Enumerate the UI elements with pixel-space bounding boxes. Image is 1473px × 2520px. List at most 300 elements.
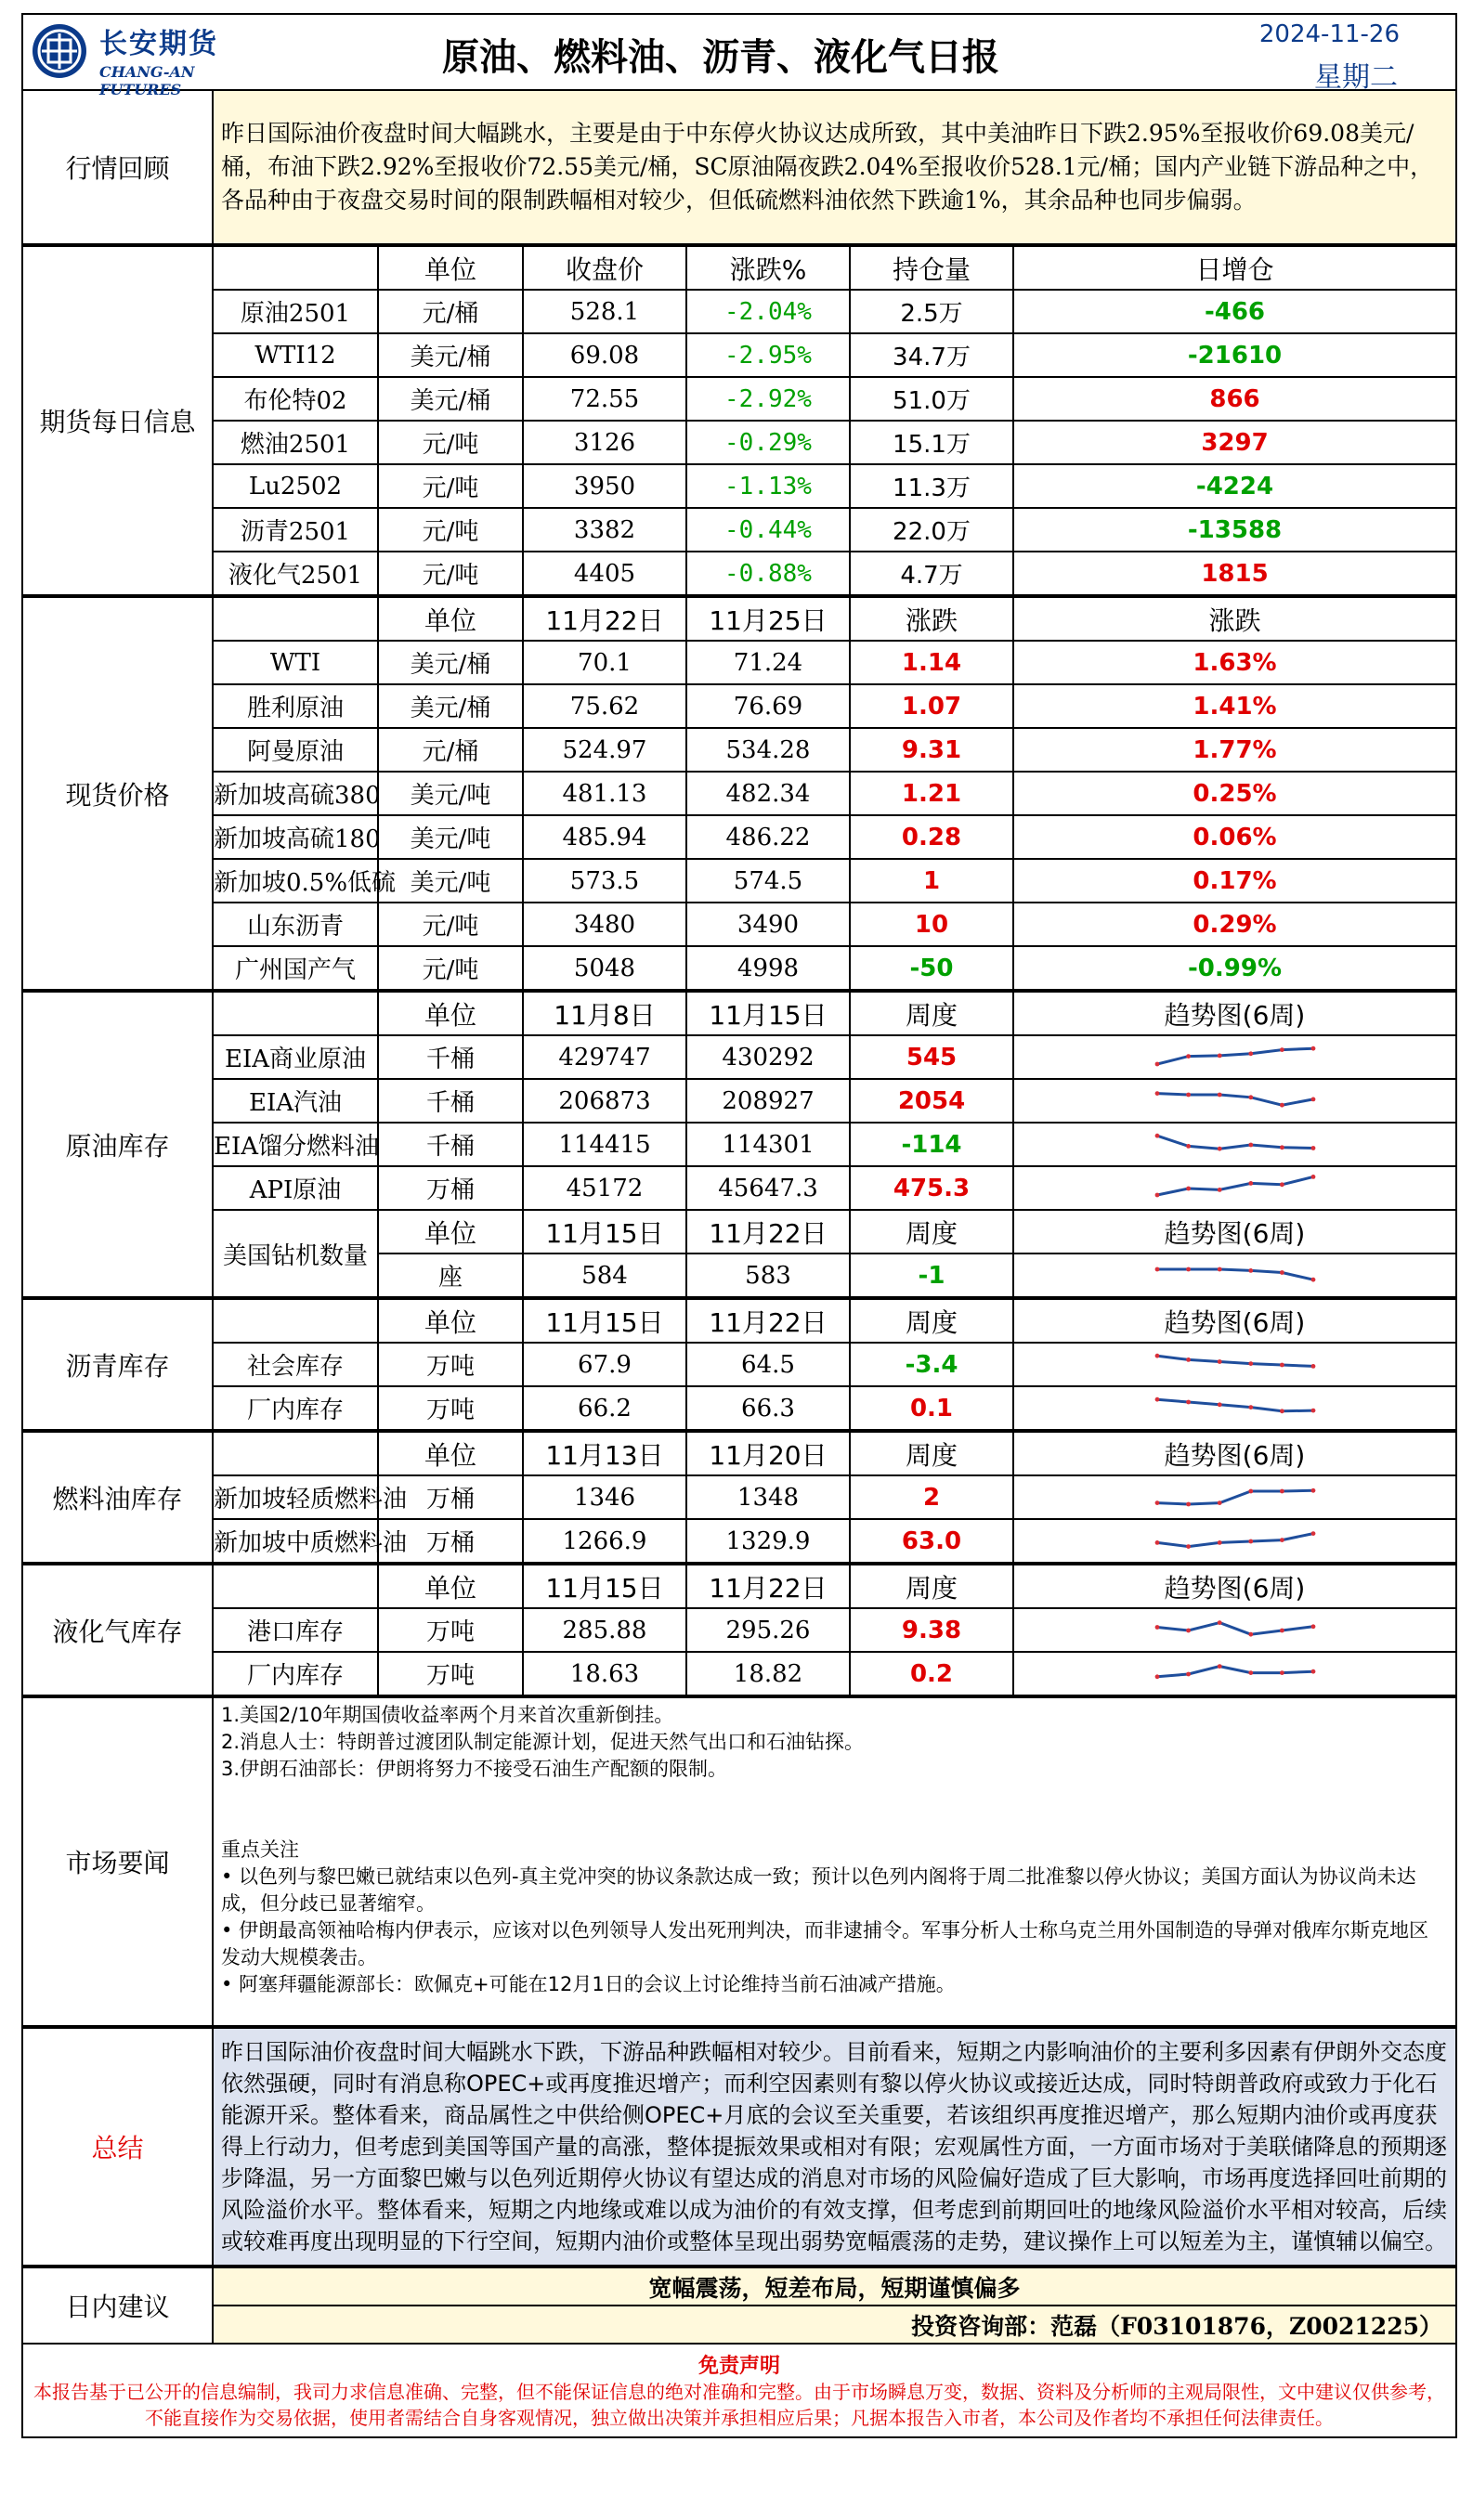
spot-name: 新加坡高硫380 [213,772,378,815]
sparkline-point [1217,1402,1221,1407]
inv-unit: 万吨 [378,1608,523,1652]
sparkline-point [1217,1540,1221,1545]
sparkline-line [1157,1269,1313,1279]
sparkline-chart [1152,1085,1319,1118]
futures-name: 布伦特02 [213,377,378,421]
rig-header: 11月22日 [686,1210,850,1254]
spot-row [22,903,1456,946]
futures-row [22,377,1456,421]
sparkline-point [1186,1628,1191,1632]
futures-header: 涨跌% [686,246,850,290]
inv-d1: 18.63 [523,1652,686,1695]
spot-pct: 0.25% [1013,772,1456,815]
sparkline-point [1248,1539,1253,1543]
sparkline-line [1157,1490,1313,1504]
inv-unit: 千桶 [378,1123,523,1166]
inv-header: 11月8日 [523,992,686,1035]
spot-change: 0.28 [850,815,1013,859]
spot-name: 新加坡高硫180 [213,815,378,859]
asphalt-inventory-table [21,1298,1457,1431]
logo-emblem-icon [31,22,88,80]
spot-d2: 534.28 [686,728,850,772]
sparkline-point [1248,1670,1253,1675]
futures-unit: 元/吨 [378,508,523,552]
inv-unit: 万桶 [378,1475,523,1519]
spot-unit: 元/吨 [378,946,523,990]
inv-name: 新加坡中质燃料油 [213,1519,378,1563]
inv-header: 周度 [850,1299,1013,1343]
sparkline-chart [1152,1614,1319,1647]
spot-row [22,859,1456,903]
sparkline-chart [1152,1041,1319,1074]
futures-add: -21610 [1013,333,1456,377]
spot-change: 1.07 [850,684,1013,728]
sparkline-point [1310,1624,1315,1629]
sparkline-point [1186,1544,1191,1549]
inv-name: 新加坡轻质燃料油 [213,1475,378,1519]
inv-d1: 1266.9 [523,1519,686,1563]
sparkline-point [1217,1500,1221,1505]
inv-change: 2054 [850,1079,1013,1123]
futures-change: -0.29% [686,421,850,464]
sparkline-line [1157,1356,1313,1366]
futures-header-blank [213,246,378,290]
lpg-inventory-table [21,1564,1457,1696]
spot-d1: 70.1 [523,641,686,684]
sparkline-point [1186,1092,1191,1097]
futures-change: -0.44% [686,508,850,552]
sparkline-point [1310,1408,1315,1412]
report-weekday: 星期二 [1314,61,1398,94]
advice-text: 宽幅震荡，短差布局，短期谨慎偏多 [213,2267,1456,2306]
inv-header: 趋势图(6周) [1013,992,1456,1035]
inv-change: -3.4 [850,1343,1013,1386]
inv-unit: 万吨 [378,1386,523,1430]
inv-unit: 万吨 [378,1652,523,1695]
spot-unit: 美元/吨 [378,859,523,903]
sparkline-point [1280,1670,1284,1675]
rig-header: 周度 [850,1210,1013,1254]
sparkline-point [1280,1145,1284,1150]
spot-pct: 0.06% [1013,815,1456,859]
spot-header: 涨跌 [1013,597,1456,641]
inv-d1: 285.88 [523,1608,686,1652]
spot-unit: 元/桶 [378,728,523,772]
inv-name: API原油 [213,1166,378,1210]
inv-change: -114 [850,1123,1013,1166]
futures-name: 沥青2501 [213,508,378,552]
sparkline-point [1154,1396,1159,1401]
spot-pct: 1.41% [1013,684,1456,728]
sparkline-point [1280,1362,1284,1367]
fuel-inv-label: 燃料油库存 [22,1432,213,1563]
spot-change: 1 [850,859,1013,903]
sparkline-point [1248,1142,1253,1147]
trend-sparkline [1013,1475,1456,1519]
spot-d1: 485.94 [523,815,686,859]
spot-unit: 美元/桶 [378,684,523,728]
trend-sparkline [1013,1608,1456,1652]
futures-oi: 22.0万 [850,508,1013,552]
rig-d2: 583 [686,1254,850,1297]
inv-d1: 45172 [523,1166,686,1210]
spot-label: 现货价格 [22,597,213,990]
advice-label: 日内建议 [22,2267,213,2344]
inv-header: 11月13日 [523,1432,686,1475]
sparkline-point [1154,1674,1159,1679]
advice-section [21,2267,1457,2345]
sparkline-point [1154,1133,1159,1137]
report-header [21,13,1457,98]
spot-table [21,596,1457,991]
sparkline-point [1154,1266,1159,1271]
sparkline-point [1280,1270,1284,1275]
futures-header: 日增仓 [1013,246,1456,290]
spot-header: 单位 [378,597,523,641]
futures-add: 3297 [1013,421,1456,464]
sparkline-line [1157,1622,1313,1634]
spot-row [22,684,1456,728]
sparkline-point [1186,1186,1191,1190]
inv-header-blank [213,1299,378,1343]
futures-unit: 美元/桶 [378,377,523,421]
futures-name: Lu2502 [213,464,378,508]
inventory-row [22,1166,1456,1210]
sparkline-point [1154,1192,1159,1197]
inv-unit: 千桶 [378,1079,523,1123]
inv-name: EIA商业原油 [213,1035,378,1079]
data-tables [21,245,1457,1696]
sparkline-point [1280,1409,1284,1413]
spot-d2: 482.34 [686,772,850,815]
futures-add: -466 [1013,290,1456,333]
spot-d2: 4998 [686,946,850,990]
spot-pct: 0.17% [1013,859,1456,903]
news-item: 1.美国2/10年期国债收益率两个月来首次重新倒挂。 [221,1704,674,1726]
sparkline-point [1310,1097,1315,1101]
inv-header: 单位 [378,1565,523,1608]
sparkline-point [1186,1671,1191,1676]
sparkline-chart [1152,1657,1319,1691]
futures-name: 燃油2501 [213,421,378,464]
spot-name: 新加坡0.5%低硫 [213,859,378,903]
spot-change: -50 [850,946,1013,990]
futures-oi: 4.7万 [850,552,1013,595]
rig-header: 11月15日 [523,1210,686,1254]
futures-header: 持仓量 [850,246,1013,290]
sparkline-point [1154,1353,1159,1357]
review-section [21,89,1457,245]
futures-oi: 34.7万 [850,333,1013,377]
sparkline-chart [1152,1525,1319,1558]
spot-d1: 5048 [523,946,686,990]
crude-inventory-table [21,991,1457,1298]
inv-name: 港口库存 [213,1608,378,1652]
asphalt-inv-label: 沥青库存 [22,1299,213,1430]
focus-item: • 以色列与黎巴嫩已就结束以色列-真主党冲突的协议条款达成一致；预计以色列内阁将于周二批准黎以停火协议；美国方面认为协议尚未达成，但分歧已显著缩窄。 [221,1865,1416,1915]
inv-d2: 18.82 [686,1652,850,1695]
lpg-inv-label: 液化气库存 [22,1565,213,1695]
spot-row [22,946,1456,990]
sparkline-line [1157,1533,1313,1546]
futures-row [22,464,1456,508]
futures-row [22,333,1456,377]
futures-close: 69.08 [523,333,686,377]
futures-row [22,552,1456,595]
futures-change: -2.95% [686,333,850,377]
inv-name: 厂内库存 [213,1386,378,1430]
inv-d1: 206873 [523,1079,686,1123]
sparkline-point [1154,1500,1159,1505]
rig-d1: 584 [523,1254,686,1297]
news-item: 2.消息人士：特朗普过渡团队制定能源计划，促进天然气出口和石油钻探。 [221,1731,865,1753]
sparkline-point [1186,1357,1191,1362]
futures-label: 期货每日信息 [22,246,213,595]
futures-add: -13588 [1013,508,1456,552]
sparkline-chart [1152,1259,1319,1292]
sparkline-point [1280,1538,1284,1542]
spot-d1: 524.97 [523,728,686,772]
futures-row [22,290,1456,333]
sparkline-point [1186,1501,1191,1506]
news-item: 3.伊朗石油部长：伊朗将努力不接受石油生产配额的限制。 [221,1758,728,1780]
news-label: 市场要闻 [22,1697,213,2026]
spot-d2: 486.22 [686,815,850,859]
company-logo [27,19,259,98]
sparkline-point [1280,1628,1284,1632]
summary-section [21,2027,1457,2267]
futures-name: WTI12 [213,333,378,377]
spot-unit: 元/吨 [378,903,523,946]
spot-header: 11月22日 [523,597,686,641]
trend-sparkline [1013,1123,1456,1166]
inventory-row [22,1123,1456,1166]
spot-change: 9.31 [850,728,1013,772]
inv-d2: 1329.9 [686,1519,850,1563]
futures-close: 3126 [523,421,686,464]
sparkline-point [1310,1487,1315,1492]
sparkline-point [1248,1095,1253,1099]
spot-row [22,772,1456,815]
summary-text: 昨日国际油价夜盘时间大幅跳水下跌，下游品种跌幅相对较少。目前看来，短期之内影响油价的主要利多因素有伊朗外交态度依然强硬，同时有消息称OPEC+或再度推迟增产；而利空因素则有黎以停火协议或接近达成，同时特朗普政府或致力于化石能源开采。整体看来，商品属性之中供给侧OPEC+月底的会议至关重要，若该组织再度推迟增产，那么短期内油价或再度获得上行动力，但考虑到美国等国产量的高涨，整体提振效果或相对有限；宏观属性方面，一方面市场对于美联储降息的预期逐步降温，另一方面黎巴嫩与以色列近期停火协议有望达成的消息对市场的风险偏好造成了巨大影响，市场再度选择回吐前期的风险溢价水平。整体看来，短期之内地缘或难以成为油价的有效支撑，但考虑到前期回吐的地缘风险溢价水平相对较高，后续或较难再度出现明显的下行空间，短期内油价或整体呈现出弱势宽幅震荡的走势，建议操作上可以短差为主，谨慎辅以偏空。 [213,2028,1456,2266]
sparkline-chart [1152,1348,1319,1382]
inv-header: 11月22日 [686,1299,850,1343]
sparkline-point [1186,1399,1191,1404]
sparkline-point [1217,1053,1221,1058]
inventory-row [22,1652,1456,1695]
inv-change: 0.1 [850,1386,1013,1430]
spot-d1: 75.62 [523,684,686,728]
sparkline-point [1217,1359,1221,1364]
futures-change: -2.04% [686,290,850,333]
spot-row [22,815,1456,859]
sparkline-point [1248,1488,1253,1493]
inv-header: 趋势图(6周) [1013,1565,1456,1608]
sparkline-line [1157,1399,1313,1411]
futures-oi: 51.0万 [850,377,1013,421]
inv-header-blank [213,1565,378,1608]
spot-d1: 3480 [523,903,686,946]
disclaimer-text: 本报告基于已公开的信息编制，我司力求信息准确、完整，但不能保证信息的绝对准确和完整。由于市场瞬息万变，数据、资料及分析师的主观局限性，文中建议仅供参考，不能直接作为交易依据，使用者需结合自身客观情况，独立做出决策并承担相应后果；凡据本报告入市者，本公司及作者均不承担任何法律责任。 [33,2381,1445,2429]
sparkline-line [1157,1093,1313,1105]
rig-name: 美国钻机数量 [213,1210,378,1297]
inv-header: 趋势图(6周) [1013,1432,1456,1475]
sparkline-chart [1152,1392,1319,1425]
review-label: 行情回顾 [22,90,213,244]
sparkline-point [1186,1054,1191,1059]
sparkline-point [1310,1046,1315,1050]
inventory-row [22,1035,1456,1079]
futures-close: 3382 [523,508,686,552]
futures-change: -1.13% [686,464,850,508]
spot-d2: 574.5 [686,859,850,903]
inv-header: 11月20日 [686,1432,850,1475]
futures-oi: 15.1万 [850,421,1013,464]
rig-header: 趋势图(6周) [1013,1210,1456,1254]
spot-header: 涨跌 [850,597,1013,641]
trend-sparkline [1013,1519,1456,1563]
futures-close: 4405 [523,552,686,595]
sparkline-point [1310,1277,1315,1281]
spot-d1: 573.5 [523,859,686,903]
inventory-row [22,1475,1456,1519]
sparkline-point [1154,1061,1159,1066]
inv-change: 2 [850,1475,1013,1519]
sparkline-line [1157,1048,1313,1064]
spot-row [22,728,1456,772]
rig-header-row [22,1210,1456,1254]
spot-d2: 71.24 [686,641,850,684]
spot-change: 1.14 [850,641,1013,684]
sparkline-point [1280,1488,1284,1493]
sparkline-point [1217,1188,1221,1192]
inv-header: 周度 [850,992,1013,1035]
inv-unit: 万吨 [378,1343,523,1386]
inv-header: 11月15日 [523,1565,686,1608]
futures-header: 收盘价 [523,246,686,290]
review-text: 昨日国际油价夜盘时间大幅跳水，主要是由于中东停火协议达成所致，其中美油昨日下跌2.95%至报收价69.08美元/桶，布油下跌2.92%至报收价72.55美元/桶，SC原油隔夜跌2.04%至报收价528.1元/桶；国内产业链下游品种之中，各品种由于夜盘交易时间的限制跌幅相对较少，但低硫燃料油依然下跌逾1%，其余品种也同步偏弱。 [213,90,1456,244]
inv-header-blank [213,1432,378,1475]
spot-name: WTI [213,641,378,684]
inv-d2: 45647.3 [686,1166,850,1210]
inv-header: 11月22日 [686,1565,850,1608]
spot-d2: 3490 [686,903,850,946]
inv-unit: 万桶 [378,1166,523,1210]
sparkline-point [1310,1175,1315,1179]
futures-unit: 元/吨 [378,421,523,464]
futures-unit: 元/吨 [378,464,523,508]
futures-table [21,245,1457,596]
trend-sparkline [1013,1343,1456,1386]
futures-header: 单位 [378,246,523,290]
futures-change: -0.88% [686,552,850,595]
trend-sparkline [1013,1035,1456,1079]
futures-close: 528.1 [523,290,686,333]
sparkline-point [1248,1361,1253,1366]
inv-d2: 66.3 [686,1386,850,1430]
inv-unit: 千桶 [378,1035,523,1079]
trend-sparkline [1013,1079,1456,1123]
spot-pct: 1.77% [1013,728,1456,772]
news-content [213,1697,1456,2026]
inv-name: EIA汽油 [213,1079,378,1123]
report-title: 原油、燃料油、沥青、液化气日报 [442,36,999,79]
sparkline-point [1217,1620,1221,1625]
spot-unit: 美元/吨 [378,815,523,859]
sparkline-point [1186,1266,1191,1271]
futures-unit: 元/桶 [378,290,523,333]
inv-d2: 64.5 [686,1343,850,1386]
sparkline-point [1217,1664,1221,1669]
summary-label: 总结 [22,2028,213,2266]
inv-d1: 1346 [523,1475,686,1519]
futures-close: 72.55 [523,377,686,421]
futures-name: 原油2501 [213,290,378,333]
inv-change: 9.38 [850,1608,1013,1652]
spot-d1: 481.13 [523,772,686,815]
spot-row [22,641,1456,684]
spot-pct: 1.63% [1013,641,1456,684]
inv-header: 周度 [850,1565,1013,1608]
inv-change: 0.2 [850,1652,1013,1695]
disclaimer-title: 免责声明 [697,2354,780,2378]
sparkline-point [1280,1102,1284,1107]
sparkline-point [1310,1146,1315,1150]
focus-item: • 阿塞拜疆能源部长：欧佩克+可能在12月1日的会议上讨论维持当前石油减产措施。 [221,1973,956,1995]
disclaimer [21,2345,1457,2438]
spot-name: 胜利原油 [213,684,378,728]
sparkline-chart [1152,1481,1319,1514]
inv-d2: 295.26 [686,1608,850,1652]
futures-row [22,421,1456,464]
sparkline-point [1248,1181,1253,1186]
inv-change: 545 [850,1035,1013,1079]
rig-change: -1 [850,1254,1013,1297]
sparkline-point [1154,1625,1159,1630]
inv-d2: 114301 [686,1123,850,1166]
futures-oi: 11.3万 [850,464,1013,508]
futures-change: -2.92% [686,377,850,421]
inv-header: 单位 [378,1299,523,1343]
sparkline-point [1186,1144,1191,1149]
futures-add: 866 [1013,377,1456,421]
sparkline-point [1154,1540,1159,1545]
sparkline-point [1248,1268,1253,1273]
futures-close: 3950 [523,464,686,508]
report-sheet [21,13,1457,2438]
inv-header: 周度 [850,1432,1013,1475]
sparkline-point [1248,1405,1253,1409]
inventory-row [22,1343,1456,1386]
logo-cn-text: 长安期货 [99,28,218,60]
fuel-inventory-table [21,1431,1457,1564]
logo-en-text: CHANG-AN FUTURES [99,63,195,98]
sparkline-point [1217,1146,1221,1150]
inv-d2: 1348 [686,1475,850,1519]
inv-unit: 万桶 [378,1519,523,1563]
sparkline-point [1217,1266,1221,1271]
inv-name: 厂内库存 [213,1652,378,1695]
spot-name: 阿曼原油 [213,728,378,772]
trend-sparkline [1013,1386,1456,1430]
inv-header-blank [213,992,378,1035]
news-section [21,1696,1457,2027]
spot-change: 10 [850,903,1013,946]
sparkline-point [1310,1364,1315,1369]
inv-header: 趋势图(6周) [1013,1299,1456,1343]
inventory-row [22,1519,1456,1563]
spot-unit: 美元/吨 [378,772,523,815]
